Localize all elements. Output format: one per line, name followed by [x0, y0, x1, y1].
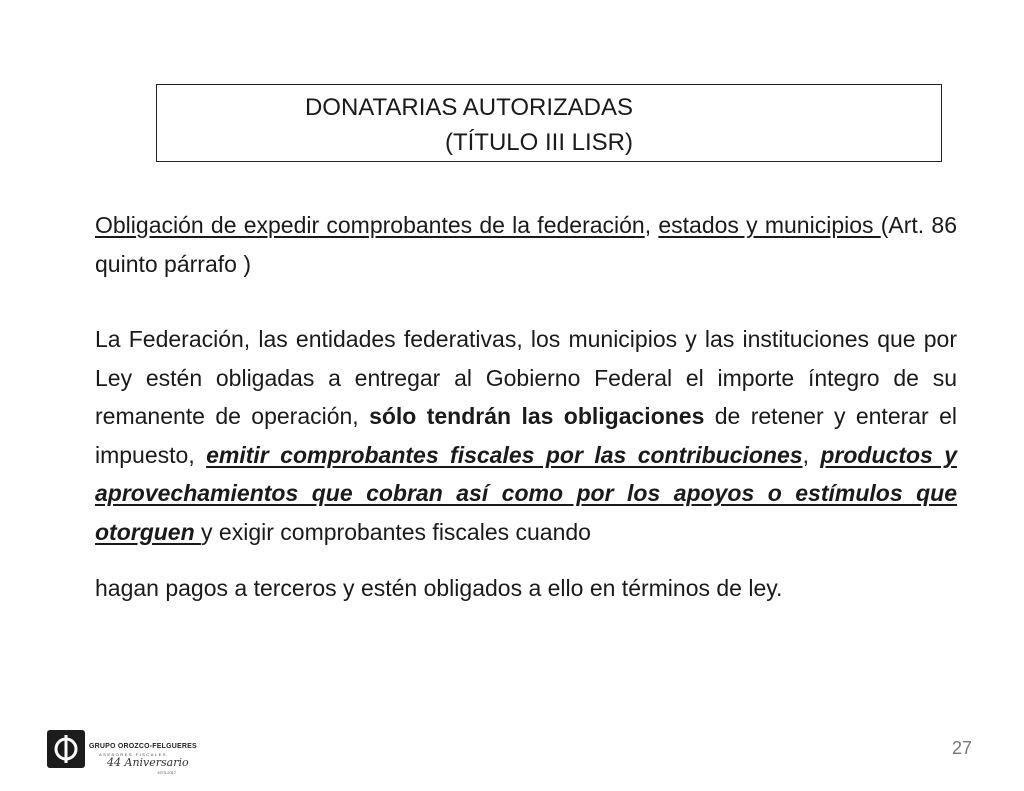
logo-anniversary: 44 Aniversario — [107, 756, 189, 769]
body-text-3: , — [802, 441, 821, 468]
logo-mark-icon — [47, 730, 85, 768]
logo-subtitle: ASESORES FISCALES — [99, 752, 167, 757]
heading-underlined-1: Obligación de expedir comprobantes de la federación — [95, 212, 645, 238]
heading-underlined-2: estados y municipios — [658, 212, 881, 238]
heading-article-ref: (Art. 86 quinto párrafo ) — [95, 212, 958, 277]
body-bold-obligations: sólo tendrán las obligaciones — [369, 403, 705, 429]
body-text-2: de retener y enterar el impuesto, — [95, 403, 957, 468]
company-logo — [47, 722, 207, 778]
title-line-2: (TÍTULO III LISR) — [444, 128, 633, 156]
logo-company-name: GRUPO OROZCO-FELGUERES — [89, 743, 197, 750]
slide-content — [95, 206, 957, 608]
title-box — [156, 84, 942, 162]
body-text-4: y exigir comprobantes fiscales cuando — [201, 518, 591, 545]
body-text-1: La Federación, las entidades federativas, los municipios y las instituciones que por Ley estén obligadas a entregar al Gobierno Federal el importe íntegro de su remanente de operación, — [95, 326, 957, 429]
logo-years: 1973-2017 — [157, 770, 177, 775]
page-number: 27 — [951, 738, 972, 758]
title-line-1: DONATARIAS AUTORIZADAS — [304, 94, 634, 121]
body-emphasis-1: emitir comprobantes fiscales por las contribuciones — [206, 441, 803, 468]
obligation-heading — [95, 206, 957, 283]
body-paragraph — [95, 320, 957, 551]
body-emphasis-2: productos y aprovechamientos que cobran así como por los apoyos o estímulos que otorguen — [95, 441, 958, 545]
heading-comma: , — [644, 212, 659, 238]
body-final-line: hagan pagos a terceros y estén obligados a ello en términos de ley. — [95, 575, 783, 601]
